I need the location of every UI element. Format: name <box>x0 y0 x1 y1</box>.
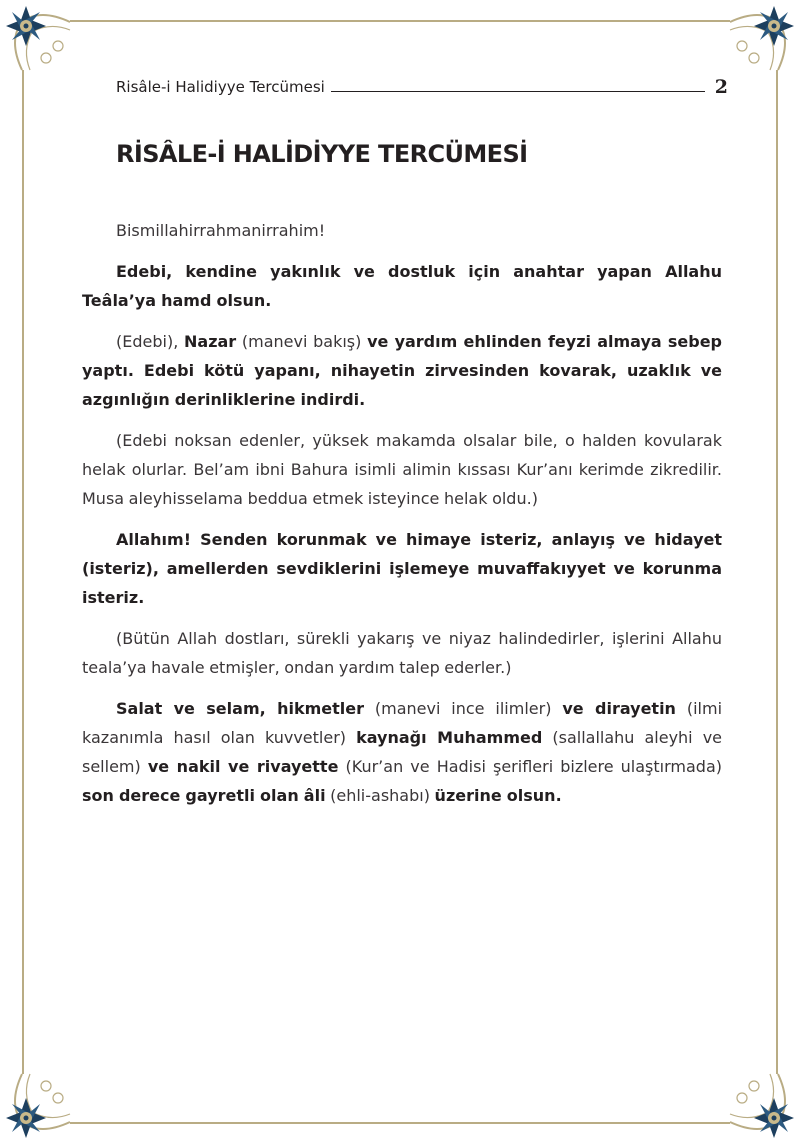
running-title: Risâle-i Halidiyye Tercümesi <box>116 78 325 96</box>
regular-text-run: Bismillahirrahmanirrahim! <box>116 221 326 240</box>
paragraph <box>82 624 722 682</box>
regular-text-run: (manevi bakış) <box>236 332 368 351</box>
page-title: RİSÂLE-İ HALİDİYYE TERCÜMESİ <box>116 140 528 168</box>
ornamental-corner-icon <box>722 0 800 78</box>
regular-text-run: (Kur’an ve Hadisi şerifleri bizlere ulaştırmada) <box>338 757 723 776</box>
body-text <box>82 216 722 810</box>
regular-text-run: (sallallahu aleyhi ve sellem) <box>82 728 722 776</box>
bold-text-run: ve dirayetin <box>562 699 676 718</box>
bold-text-run: ve nakil ve rivayette <box>147 757 339 776</box>
page-frame-right <box>776 70 778 1074</box>
bold-text-run: Salat ve selam, hikmetler <box>116 699 364 718</box>
ornamental-corner-icon <box>0 0 78 78</box>
page-number: 2 <box>714 76 728 98</box>
ornamental-corner-icon <box>0 1066 78 1144</box>
paragraph <box>82 426 722 513</box>
bold-text-run: son derece gayretli olan âli <box>82 786 326 805</box>
bold-text-run: Allahım! Senden korunmak ve himaye isteriz, anlayış ve hidayet (isteriz), amellerden sevdiklerini işlemeye muvaffakıyyet ve korunma isteriz. <box>82 530 722 607</box>
regular-text-run: (ilmi kazanımla hasıl olan kuvvetler) <box>82 699 723 747</box>
paragraph <box>82 327 722 414</box>
page-frame-top <box>70 20 730 22</box>
bold-text-run: kaynağı Muhammed <box>356 728 543 747</box>
page-frame-left <box>22 70 24 1074</box>
regular-text-run: (Edebi noksan edenler, yüksek makamda olsalar bile, o halden kovularak helak olurlar. Bel’am ibni Bahura isimli alimin kıssası Kur’anı kerimde zikredilir. Musa aleyhisselama beddua etmek isteyince helak oldu.) <box>82 431 722 508</box>
ornamental-corner-icon <box>722 1066 800 1144</box>
bold-text-run: üzerine olsun. <box>434 786 562 805</box>
page-frame-bottom <box>70 1122 730 1124</box>
page-content <box>82 140 722 822</box>
regular-text-run: (Edebi), <box>116 332 184 351</box>
paragraph <box>82 694 722 810</box>
header-rule <box>331 91 705 92</box>
paragraph <box>82 257 722 315</box>
running-header <box>116 74 728 100</box>
regular-text-run: (ehli-ashabı) <box>325 786 435 805</box>
regular-text-run: (Bütün Allah dostları, sürekli yakarış ve niyaz halindedirler, işlerini Allahu teala’ya havale etmişler, ondan yardım talep ederler.) <box>82 629 722 677</box>
bold-text-run: ve yardım ehlinden feyzi almaya sebep yaptı. Edebi kötü yapanı, nihayetin zirvesinden kovarak, uzaklık ve azgınlığın derinliklerine indirdi. <box>82 332 723 409</box>
bold-text-run: Edebi, kendine yakınlık ve dostluk için anahtar yapan Allahu Teâla’ya hamd olsun. <box>82 262 722 310</box>
regular-text-run: (manevi ince ilimler) <box>363 699 563 718</box>
paragraph <box>82 216 722 245</box>
bold-text-run: Nazar <box>184 332 237 351</box>
paragraph <box>82 525 722 612</box>
